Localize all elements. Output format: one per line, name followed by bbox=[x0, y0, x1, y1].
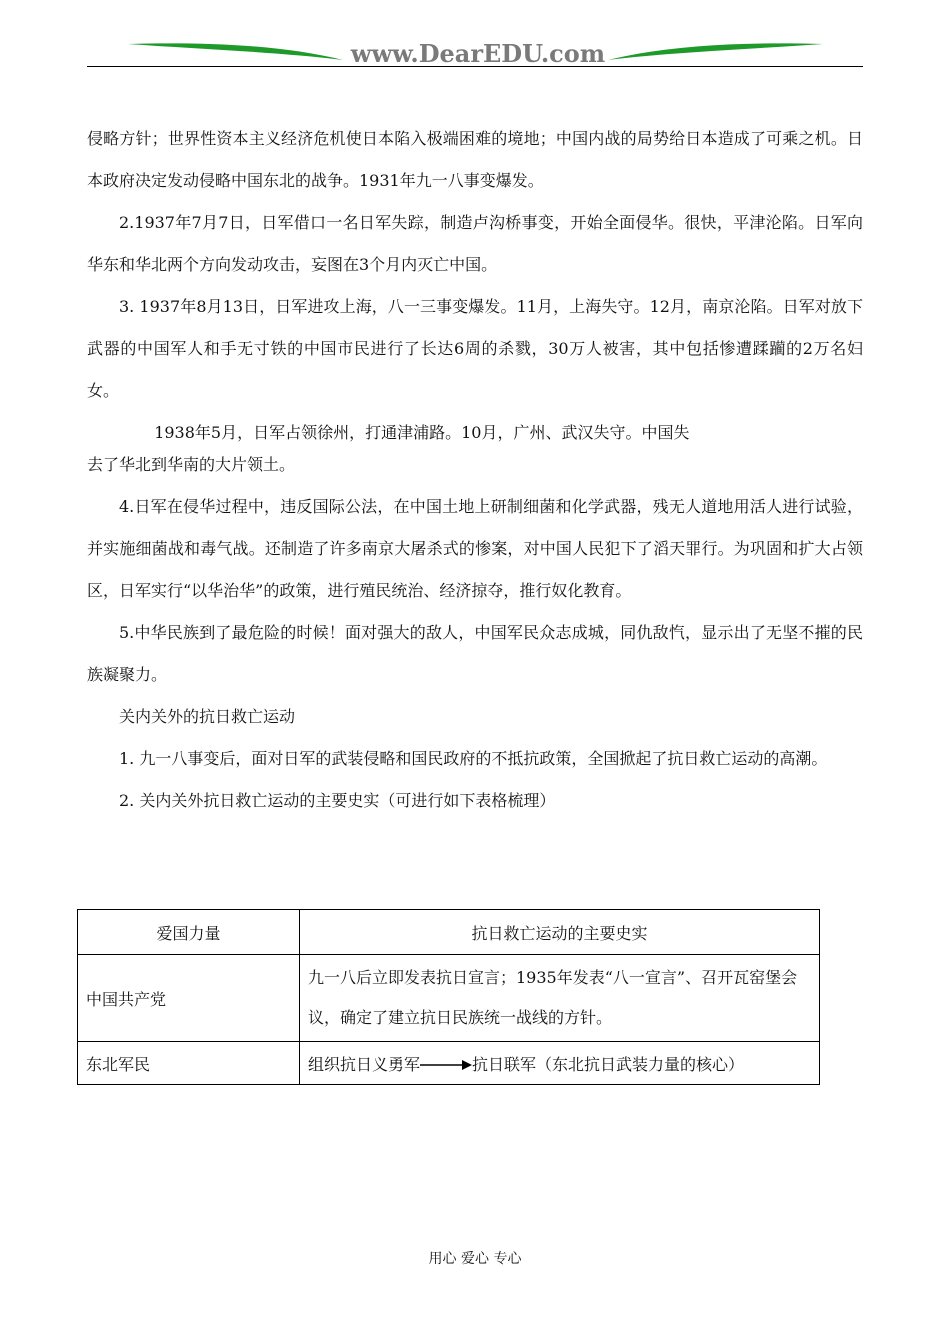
table-cell-force: 中国共产党 bbox=[78, 955, 300, 1042]
page-footer: 用心 爱心 专心 bbox=[428, 1251, 522, 1267]
right-arrow-icon bbox=[420, 1059, 472, 1071]
paragraph-8: 2. 关内关外抗日救亡运动的主要史实（可进行如下表格梳理） bbox=[119, 791, 556, 810]
left-wing-decoration bbox=[128, 38, 343, 64]
paragraph-6: 5.中华民族到了最危险的时候！面对强大的敌人，中国军民众志成城，同仇敌忾，显示出了无坚不摧的民族凝聚力。 bbox=[87, 623, 863, 684]
fact-after-arrow: 抗日联军（东北抗日武装力量的核心） bbox=[472, 1054, 745, 1074]
site-logo: www.DearEDU.com bbox=[350, 39, 606, 68]
table-header-facts: 抗日救亡运动的主要史实 bbox=[300, 910, 820, 955]
page-header bbox=[0, 0, 950, 80]
fact-before-arrow: 组织抗日义勇军 bbox=[308, 1054, 421, 1074]
paragraph-3: 3. 1937年8月13日，日军进攻上海，八一三事变爆发。11月，上海失守。12月，南京沦陷。日军对放下武器的中国军人和手无寸铁的中国市民进行了长达6周的杀戮，30万人被害，其中包括惨遭蹂躏的2万名妇女。 bbox=[87, 297, 863, 400]
document-body bbox=[87, 118, 863, 822]
table-row bbox=[78, 955, 820, 1042]
paragraph-2: 2.1937年7月7日，日军借口一名日军失踪，制造卢沟桥事变，开始全面侵华。很快，平津沦陷。日军向华东和华北两个方向发动攻击，妄图在3个月内灭亡中国。 bbox=[87, 213, 863, 274]
paragraph-4b: 去了华北到华南的大片领土。 bbox=[87, 455, 296, 474]
paragraph-5: 4.日军在侵华过程中，违反国际公法，在中国土地上研制细菌和化学武器，残无人道地用活人进行试验，并实施细菌战和毒气战。还制造了许多南京大屠杀式的惨案，对中国人民犯下了滔天罪行。为巩固和扩大占领区，日军实行“以华治华”的政策，进行殖民统治、经济掠夺，推行奴化教育。 bbox=[87, 497, 863, 600]
paragraph-4a: 1938年5月，日军占领徐州，打通津浦路。10月，广州、武汉失守。中国失 bbox=[154, 423, 690, 442]
table-header-row bbox=[78, 910, 820, 955]
table-cell-fact: 九一八后立即发表抗日宣言；1935年发表“八一宣言”、召开瓦窑堡会议，确定了建立抗日民族统一战线的方针。 bbox=[300, 955, 820, 1042]
table-header-force: 爱国力量 bbox=[78, 910, 300, 955]
section-heading: 关内关外的抗日救亡运动 bbox=[119, 707, 296, 726]
table-cell-force: 东北军民 bbox=[78, 1042, 300, 1085]
header-rule bbox=[87, 66, 863, 67]
table-row bbox=[78, 1042, 820, 1085]
table-cell-fact bbox=[300, 1042, 820, 1085]
paragraph-7: 1. 九一八事变后，面对日军的武装侵略和国民政府的不抵抗政策，全国掀起了抗日救亡运动的高潮。 bbox=[119, 749, 828, 768]
paragraph-1: 侵略方针；世界性资本主义经济危机使日本陷入极端困难的境地；中国内战的局势给日本造成了可乘之机。日本政府决定发动侵略中国东北的战争。1931年九一八事变爆发。 bbox=[87, 129, 863, 190]
right-wing-decoration bbox=[608, 38, 823, 64]
history-table bbox=[77, 909, 820, 1085]
